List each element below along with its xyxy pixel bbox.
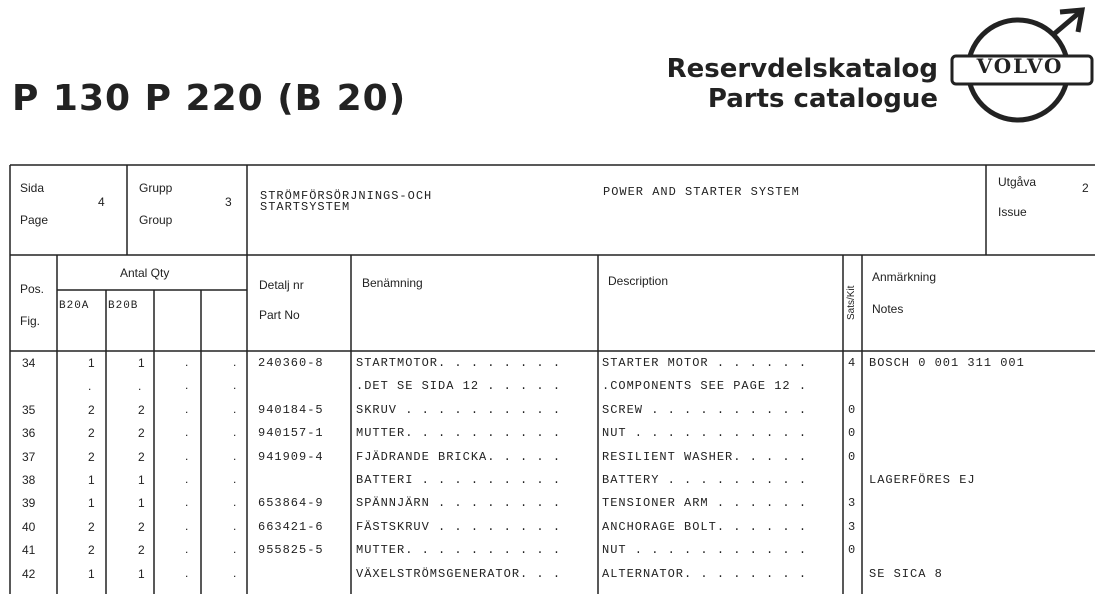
- col-b20b: B20B: [108, 300, 139, 312]
- cell-c3: .: [185, 542, 189, 557]
- col-qty: Antal Qty: [120, 266, 170, 280]
- model-title: P 130 P 220 (B 20): [12, 78, 407, 119]
- cell-c3: .: [185, 355, 189, 369]
- cell-b20b: 2: [138, 449, 145, 464]
- cell-c3: .: [185, 378, 189, 393]
- table-row: [0, 354, 1095, 374]
- catalog-title-sv: Reservdelskatalog: [666, 54, 938, 84]
- catalog-title-en: Parts catalogue: [707, 84, 938, 114]
- page-label-sv: Sida: [20, 181, 45, 195]
- col-description: Description: [608, 274, 669, 288]
- group-label-sv: Grupp: [139, 181, 173, 195]
- cell-part: 941909-4: [258, 449, 324, 464]
- section-title-en: POWER AND STARTER SYSTEM: [603, 185, 800, 199]
- cell-pos: 38: [22, 473, 36, 487]
- cell-b20b: .: [138, 379, 142, 394]
- col-notes-sv: Anmärkning: [872, 270, 937, 284]
- catalog-title: [640, 54, 938, 114]
- cell-b20a: .: [88, 379, 92, 394]
- cell-part: 653864-9: [258, 496, 324, 511]
- cell-note: BOSCH 0 001 311 001: [869, 356, 1025, 370]
- issue-label-sv: Utgåva: [998, 175, 1037, 189]
- col-pos-en: Fig.: [20, 314, 41, 328]
- cell-pos: 34: [22, 356, 36, 370]
- cell-pos: 37: [22, 449, 36, 464]
- cell-name: SKRUV . . . . . . . . . .: [356, 402, 562, 417]
- issue-label-en: Issue: [998, 205, 1027, 219]
- cell-c4: .: [233, 542, 237, 557]
- col-name-sv: Benämning: [362, 276, 423, 290]
- sheet-header: [0, 165, 1095, 255]
- cell-pos: 36: [22, 426, 36, 441]
- cell-note: LAGERFÖRES EJ: [869, 473, 976, 487]
- table-row: [0, 448, 1095, 468]
- cell-note: SE SICA 8: [869, 566, 943, 581]
- cell-pos: 41: [22, 543, 36, 558]
- cell-b20a: 2: [88, 449, 95, 464]
- cell-part: 940184-5: [258, 402, 324, 417]
- cell-desc: NUT . . . . . . . . . . .: [602, 543, 808, 558]
- cell-b20b: 1: [138, 473, 145, 487]
- cell-desc: NUT . . . . . . . . . . .: [602, 426, 808, 441]
- cell-c3: .: [185, 565, 189, 580]
- col-partno-sv: Detalj nr: [259, 278, 304, 292]
- cell-c4: .: [233, 518, 237, 533]
- cell-c4: .: [233, 448, 237, 463]
- cell-kit: 0: [848, 426, 857, 441]
- cell-desc: .COMPONENTS SEE PAGE 12 .: [602, 379, 808, 394]
- logo-text: VOLVO: [976, 54, 1064, 78]
- table-row: [0, 424, 1095, 444]
- cell-kit: 4: [848, 356, 857, 370]
- cell-pos: 35: [22, 402, 36, 417]
- table-row: [0, 518, 1095, 538]
- cell-b20b: 2: [138, 402, 145, 417]
- page-value: 4: [98, 195, 105, 209]
- cell-c3: .: [185, 448, 189, 463]
- cell-c3: .: [185, 401, 189, 416]
- cell-b20b: 2: [138, 426, 145, 441]
- cell-kit: 3: [848, 519, 857, 534]
- cell-c4: .: [233, 495, 237, 510]
- cell-desc: RESILIENT WASHER. . . . .: [602, 449, 808, 464]
- cell-c4: .: [233, 472, 237, 486]
- cell-part: 663421-6: [258, 519, 324, 534]
- section-title-sv-line2: STARTSYSTEM: [260, 200, 351, 214]
- cell-kit: 0: [848, 449, 857, 464]
- table-row: [0, 494, 1095, 514]
- cell-kit: 0: [848, 402, 857, 417]
- cell-b20a: 2: [88, 402, 95, 417]
- cell-b20a: 1: [88, 566, 95, 581]
- table-row: [0, 541, 1095, 561]
- group-value: 3: [225, 195, 232, 209]
- col-notes-en: Notes: [872, 302, 904, 316]
- volvo-logo: [950, 6, 1095, 136]
- cell-c3: .: [185, 518, 189, 533]
- cell-desc: STARTER MOTOR . . . . . .: [602, 356, 808, 370]
- section-title-sv-line1: STRÖMFÖRSÖRJNINGS-OCH: [260, 189, 433, 203]
- col-b20a: B20A: [59, 300, 90, 312]
- section-title-sv: [260, 191, 432, 213]
- cell-c4: .: [233, 401, 237, 416]
- page-label-en: Page: [20, 213, 49, 227]
- issue-value: 2: [1082, 181, 1089, 195]
- cell-c4: .: [233, 378, 237, 393]
- cell-b20b: 2: [138, 519, 145, 534]
- col-kit: Sats/Kit: [846, 285, 857, 320]
- cell-name: SPÄNNJÄRN . . . . . . . .: [356, 496, 562, 511]
- cell-c4: .: [233, 565, 237, 580]
- cell-desc: BATTERY . . . . . . . . .: [602, 473, 808, 487]
- cell-name: STARTMOTOR. . . . . . . .: [356, 356, 562, 370]
- cell-name: MUTTER. . . . . . . . . .: [356, 426, 562, 441]
- cell-b20a: 1: [88, 356, 95, 370]
- cell-name: FJÄDRANDE BRICKA. . . . .: [356, 449, 562, 464]
- cell-b20a: 1: [88, 496, 95, 511]
- cell-b20b: 1: [138, 566, 145, 581]
- cell-desc: SCREW . . . . . . . . . .: [602, 402, 808, 417]
- cell-name: FÄSTSKRUV . . . . . . . .: [356, 519, 562, 534]
- cell-desc: ALTERNATOR. . . . . . . .: [602, 566, 808, 581]
- cell-desc: TENSIONER ARM . . . . . .: [602, 496, 808, 511]
- cell-name: BATTERI . . . . . . . . .: [356, 473, 562, 487]
- table-row: [0, 565, 1095, 585]
- cell-b20a: 2: [88, 519, 95, 534]
- cell-name: VÄXELSTRÖMSGENERATOR. . .: [356, 566, 562, 581]
- cell-b20a: 1: [88, 473, 95, 487]
- cell-c3: .: [185, 495, 189, 510]
- col-partno-en: Part No: [259, 308, 300, 322]
- group-label-en: Group: [139, 213, 173, 227]
- cell-pos: 40: [22, 519, 36, 534]
- cell-kit: 3: [848, 496, 857, 511]
- cell-pos: 39: [22, 496, 36, 511]
- table-row: [0, 471, 1095, 491]
- cell-b20b: 2: [138, 543, 145, 558]
- col-pos-sv: Pos.: [20, 282, 45, 296]
- cell-c3: .: [185, 472, 189, 486]
- cell-desc: ANCHORAGE BOLT. . . . . .: [602, 519, 808, 534]
- cell-c4: .: [233, 355, 237, 369]
- cell-kit: 0: [848, 543, 857, 558]
- volvo-emblem-icon: [950, 6, 1095, 131]
- cell-name: .DET SE SIDA 12 . . . . .: [356, 379, 562, 394]
- cell-c3: .: [185, 425, 189, 440]
- cell-b20a: 2: [88, 426, 95, 441]
- table-row: [0, 401, 1095, 421]
- cell-pos: 42: [22, 566, 36, 581]
- cell-b20b: 1: [138, 356, 145, 370]
- cell-part: 955825-5: [258, 543, 324, 558]
- cell-c4: .: [233, 425, 237, 440]
- cell-part: 940157-1: [258, 426, 324, 441]
- cell-name: MUTTER. . . . . . . . . .: [356, 543, 562, 558]
- cell-part: 240360-8: [258, 356, 324, 370]
- cell-b20a: 2: [88, 543, 95, 558]
- cell-b20b: 1: [138, 496, 145, 511]
- table-row: [0, 377, 1095, 397]
